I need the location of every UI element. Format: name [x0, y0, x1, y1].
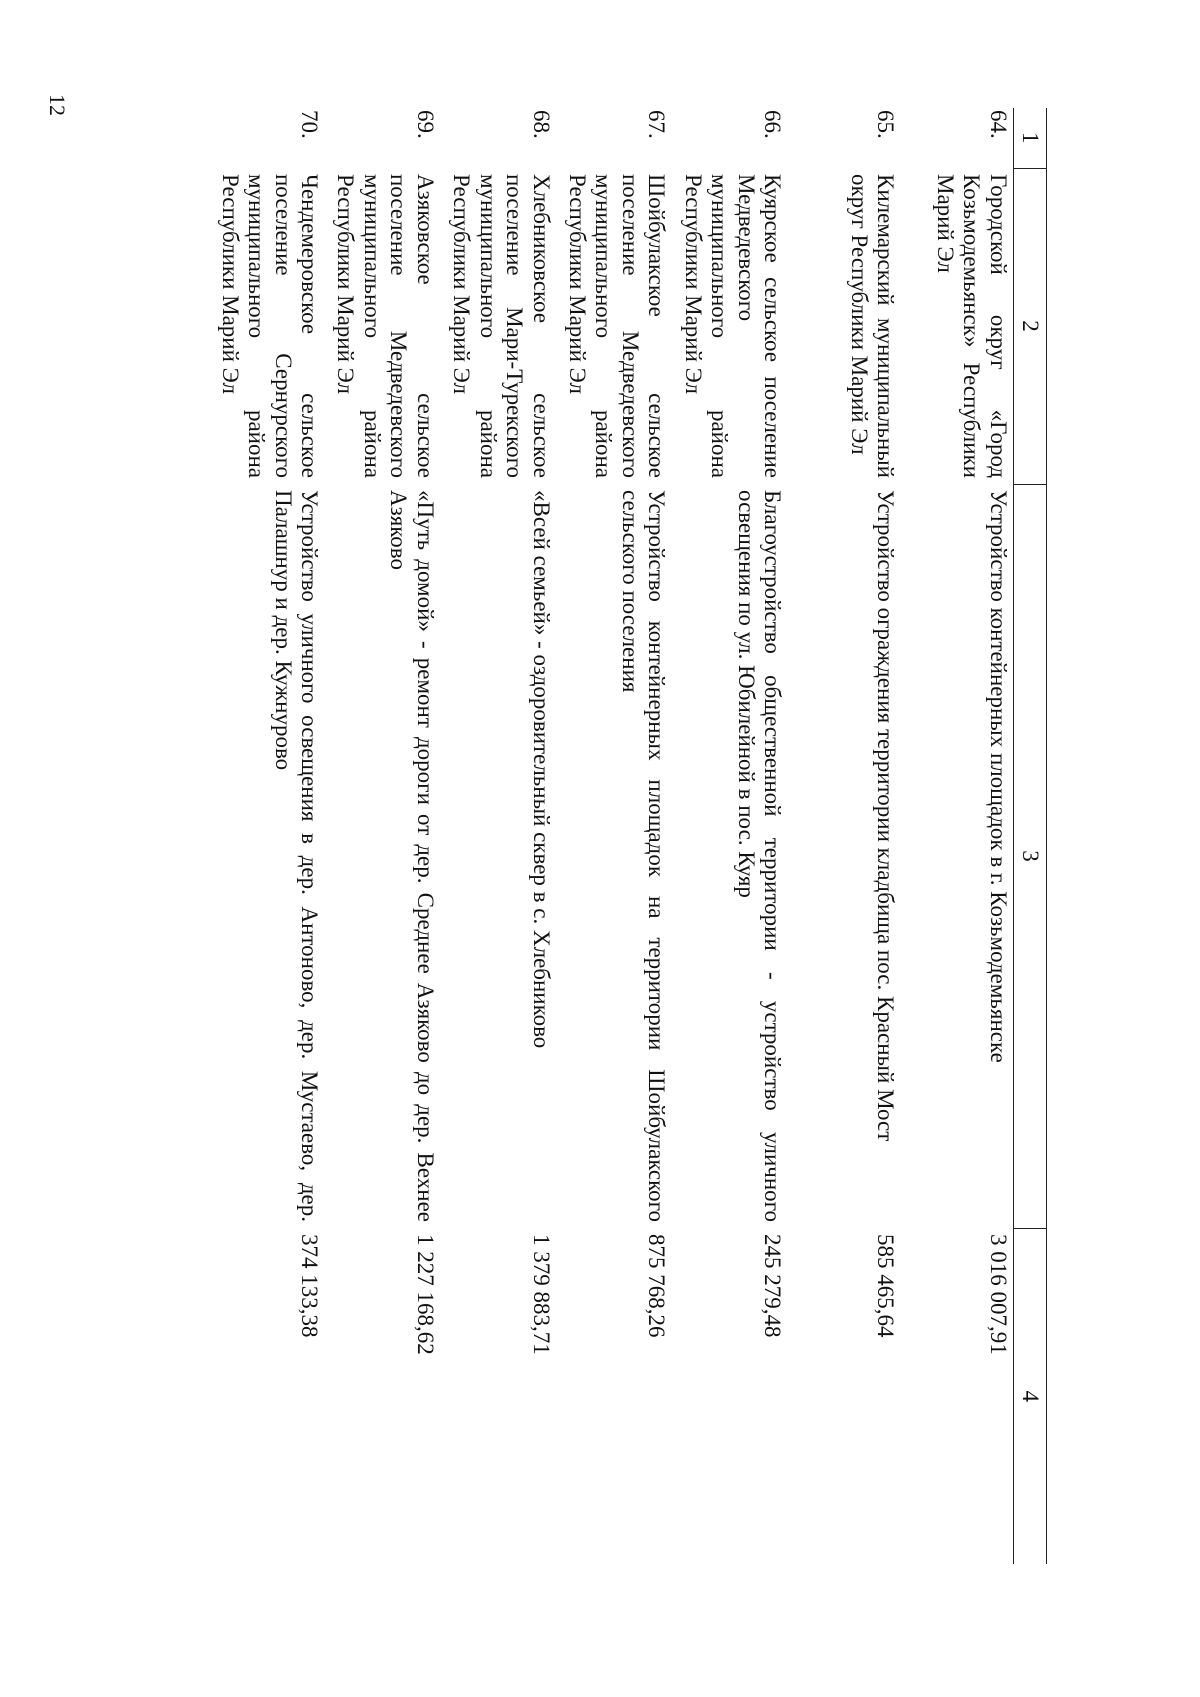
municipality-cell: Килемарский муниципальный округ Республики Марий Эл: [846, 174, 899, 478]
project-cell: Устройство контейнерных площадок на территории Шойбулакского сельского поселения: [617, 490, 670, 1222]
amount-cell: 245 279,48: [760, 1234, 786, 1338]
project-cell: Устройство контейнерных площадок в г. Козьмодемьянске: [985, 490, 1011, 1063]
table-row: [671, 108, 787, 1564]
header-col-2: 2: [1013, 168, 1046, 484]
municipality-cell: Хлебниковское сельское поселение Мари-Турекского муниципального района Республики Марий Эл: [449, 174, 554, 478]
project-cell: «Путь домой» - ремонт дороги от дер. Среднее Азяково до дер. Вехнее Азяково: [386, 490, 438, 1222]
header-col-4: 4: [1013, 1228, 1046, 1564]
amount-cell: 1 227 168,62: [412, 1234, 438, 1355]
header-col-3: 3: [1013, 484, 1046, 1228]
header-col-1: 1: [1013, 108, 1046, 168]
table-row: [196, 108, 324, 1564]
row-number: 70.: [297, 110, 323, 139]
municipality-cell: Чендемеровское сельское поселение Сернурского муниципального района Республики Марий Эл: [217, 174, 323, 478]
municipality-cell: Городской округ «Город Козьмодемьянск» Республики Марий Эл: [932, 174, 1011, 478]
row-number: 65.: [873, 110, 899, 139]
table-header-row: [1013, 108, 1046, 1564]
amount-cell: 875 768,26: [644, 1234, 670, 1338]
project-cell: Устройство ограждения территории кладбища пос. Красный Мост: [873, 490, 899, 1142]
amount-cell: 585 465,64: [873, 1234, 899, 1338]
table-row: [440, 108, 556, 1564]
table-row: [900, 108, 1013, 1564]
table-row: [324, 108, 440, 1564]
row-number: 66.: [760, 110, 786, 139]
table-row: [556, 108, 672, 1564]
page-number: 12: [45, 94, 70, 116]
municipality-cell: Шойбулакское сельское поселение Медведевского муниципального района Республики Марий Эл: [565, 174, 670, 478]
projects-table: [196, 108, 1047, 1564]
amount-cell: 374 133,38: [297, 1234, 323, 1338]
amount-cell: 3 016 007,91: [985, 1234, 1011, 1355]
project-cell: Благоустройство общественной территории - устройство уличного освещения по ул. Юбилейной в пос. Куяр: [733, 490, 786, 1222]
municipality-cell: Куярское сельское поселение Медведевского муниципального района Республики Марий Эл: [680, 174, 786, 478]
table-row: [787, 108, 900, 1564]
row-number: 64.: [985, 110, 1011, 139]
row-number: 69.: [412, 110, 438, 139]
rotated-table-container: [200, 108, 1047, 1564]
row-number: 67.: [644, 110, 670, 139]
amount-cell: 1 379 883,71: [528, 1234, 554, 1355]
row-number: 68.: [528, 110, 554, 139]
municipality-cell: Азяковское сельское поселение Медведевского муниципального района Республики Марий Эл: [333, 174, 438, 478]
project-cell: Устройство уличного освещения в дер. Антоново, дер. Мустаево, дер. Палашнур и дер. Кужнурово: [270, 490, 323, 1222]
project-cell: «Всей семьей» - оздоровительный сквер в с. Хлебниково: [528, 490, 554, 1049]
